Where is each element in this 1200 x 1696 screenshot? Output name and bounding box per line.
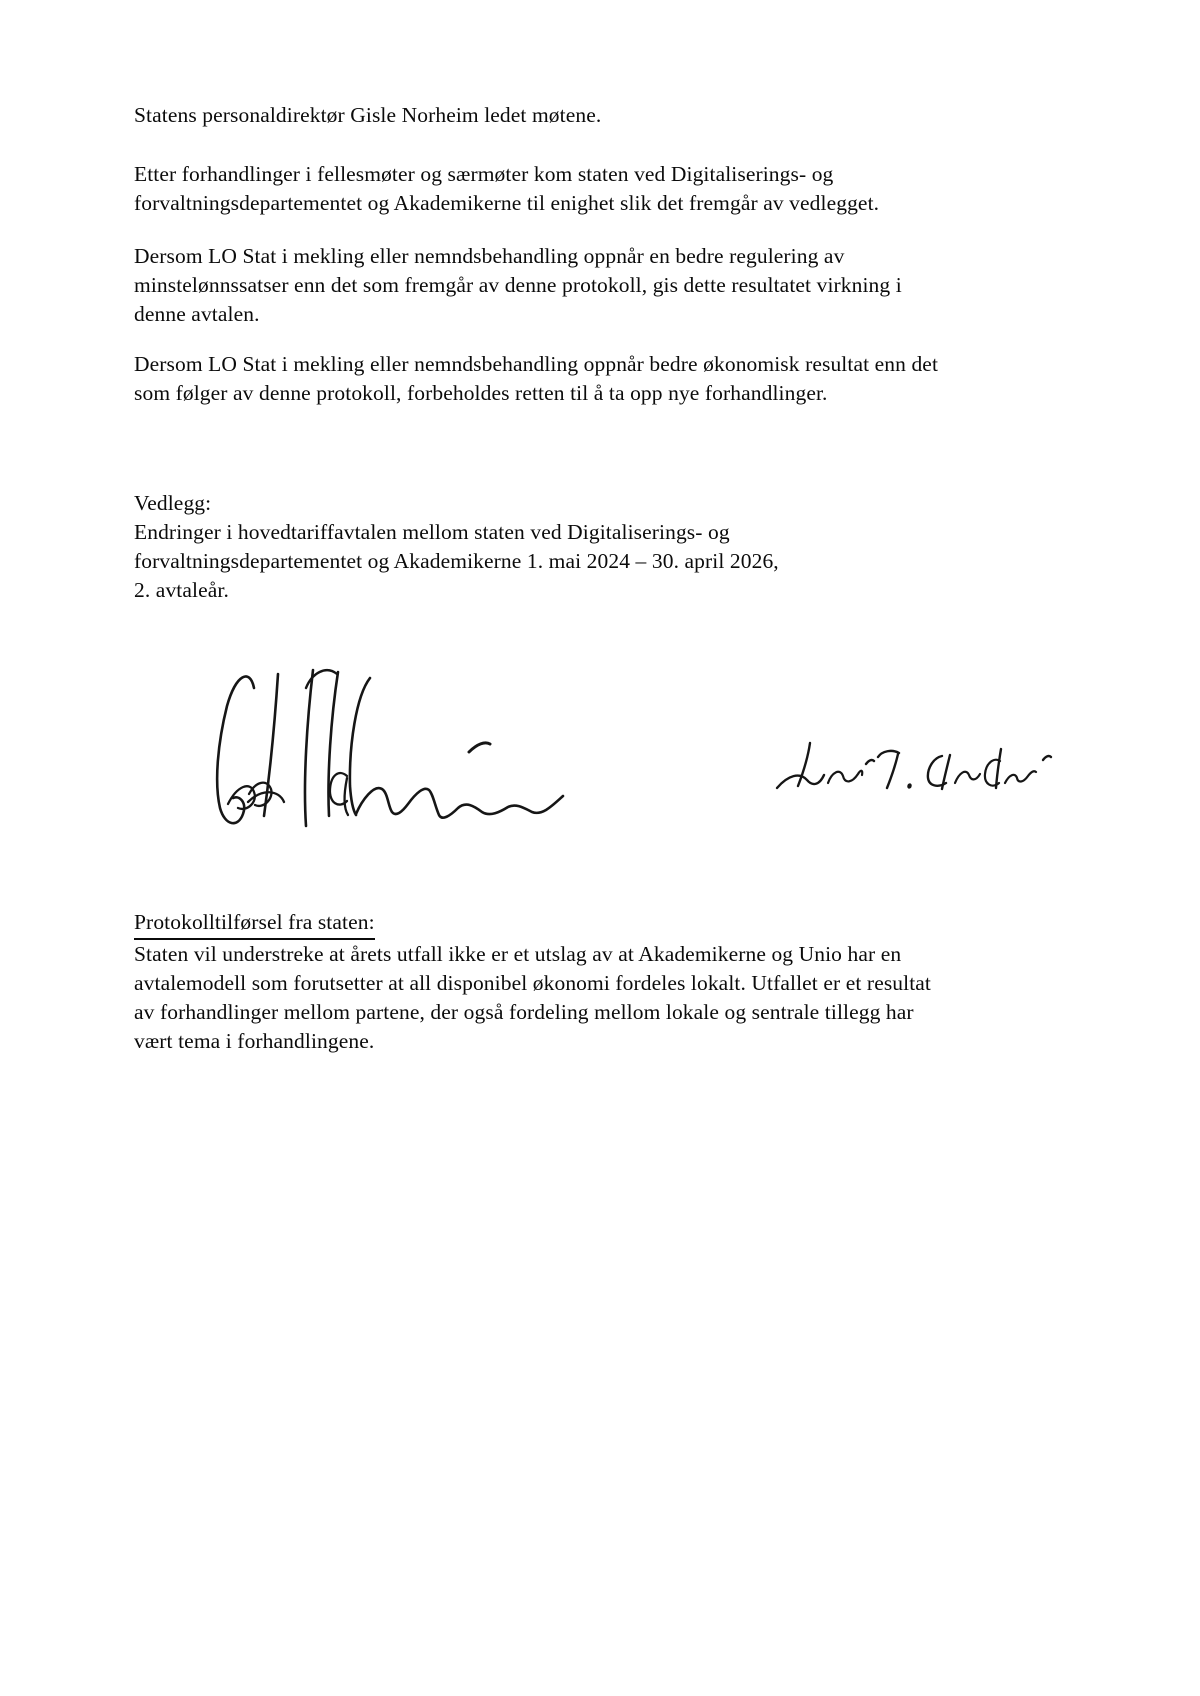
text-line: Etter forhandlinger i fellesmøter og særmøter kom staten ved Digitaliserings- og [134,162,834,186]
paragraph-lo-stat-economic-clause [134,350,938,408]
text-line: Dersom LO Stat i mekling eller nemndsbehandling oppnår en bedre regulering av [134,244,845,268]
text-line: Staten vil understreke at årets utfall ikke er et utslag av at Akademikerne og Unio har en [134,942,902,966]
text-line: vært tema i forhandlingene. [134,1029,375,1053]
protocol-note-heading-text: Protokolltilførsel fra staten: [134,908,375,940]
signature-ink-right [770,725,1070,805]
text-line: denne avtalen. [134,302,260,326]
signature-ink-left [192,616,572,831]
paragraph-lo-stat-regulation-clause [134,242,902,329]
paragraph-meeting-leader [134,101,601,130]
text-line: av forhandlinger mellom partene, der også fordeling mellom lokale og sentrale tillegg har [134,1000,914,1024]
paragraph-agreement-reached [134,160,879,218]
protocol-note-heading [134,908,931,940]
text-line: som følger av denne protokoll, forbeholdes retten til å ta opp nye forhandlinger. [134,381,828,405]
text-line: Endringer i hovedtariffavtalen mellom staten ved Digitaliserings- og [134,520,730,544]
text-line: minstelønnssatser enn det som fremgår av denne protokoll, gis dette resultatet virkning i [134,273,902,297]
text-line: Dersom LO Stat i mekling eller nemndsbehandling oppnår bedre økonomisk resultat enn det [134,352,939,376]
text-line: Statens personaldirektør Gisle Norheim ledet møtene. [134,103,602,127]
text-line: forvaltningsdepartementet og Akademikerne 1. mai 2024 – 30. april 2026, [134,549,779,573]
text-line: avtalemodell som forutsetter at all disponibel økonomi fordeles lokalt. Utfallet er et resultat [134,971,932,995]
attachment-label: Vedlegg: [134,491,212,515]
protocol-note-section [134,908,931,1056]
handwritten-signature-left [192,616,572,831]
text-line: forvaltningsdepartementet og Akademikerne til enighet slik det fremgår av vedlegget. [134,191,880,215]
attachment-section [134,489,779,605]
text-line: 2. avtaleår. [134,578,229,602]
handwritten-signature-right [770,725,1070,805]
